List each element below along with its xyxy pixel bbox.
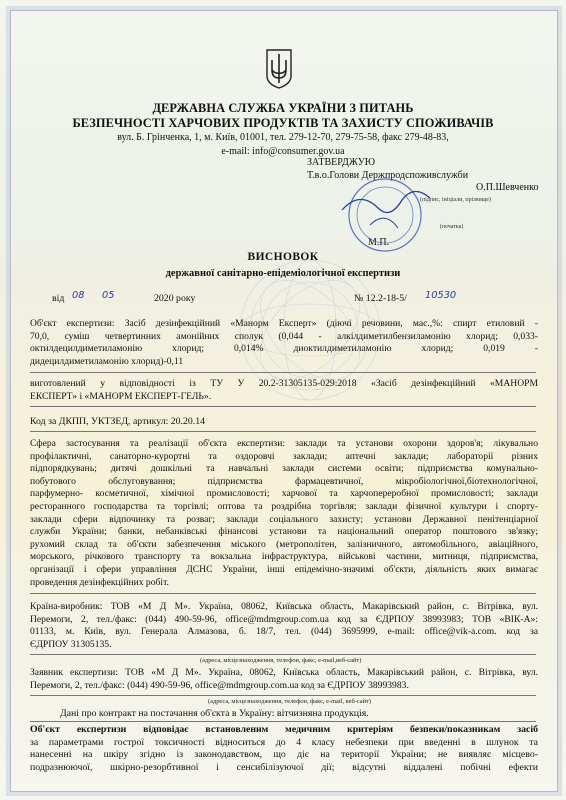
approver-position: Т.в.о.Голови Держпродспоживслужби — [307, 170, 469, 181]
approver-name: О.П.Шевченко — [476, 182, 539, 193]
scope-line: служби України; банки, небанківські фінансові установи та національний оператор поштового зв'язку; — [30, 526, 538, 538]
approved-label: ЗАТВЕРДЖУЮ — [307, 157, 376, 168]
date-day: 08 — [72, 290, 85, 301]
applicant-line: Заявник експертизи: ТОВ «М Д М». Україна, 08062, Київська область, Макарівський район, с. Вітрівка, вул. — [30, 667, 538, 678]
conclusion-line: за параметрами гострої токсичності відноситься до 4 класу небезпеки при введенні в шлунок та — [30, 736, 538, 748]
agency-email: e-mail: info@consumer.gov.ua — [221, 146, 345, 157]
divider — [30, 431, 536, 432]
date-month: 05 — [102, 290, 115, 301]
applicant-caption: (адреса, місцезнаходження, телефон, факс, e-mail, веб-сайт) — [208, 698, 371, 705]
product-code: Код за ДКПП, УКТЗЕД, артикул: 20.20.14 — [30, 416, 206, 427]
scope-line: побутового обслуговування; підприємства фармацевтичної, мікробіологічної,біотехнологічної, — [30, 475, 538, 487]
expertise-applicant — [30, 667, 538, 692]
divider — [30, 654, 536, 655]
object-line: 70,0, суміш четвертинних амонійних сполук (0,044 - алкілдиметилбензиламонію хлорид; 0,033- — [30, 330, 538, 342]
object-line: Об'єкт експертизи: Засіб дезінфекційний «Манорм Експерт» (діючі речовини, мас.,%: спирт етиловий - — [30, 318, 538, 329]
divider — [30, 695, 536, 696]
conclusion-number-handwritten: 10530 — [425, 290, 457, 301]
scope-line: рухомий склад та об'єкти забезпечення міського (метрополітен, залізничного, автомобільного, авіаційного, — [30, 538, 538, 550]
scope-line: ресторанного господарства та торгівлі; оптова та роздрібна торгівля; заклади фізичної культури і спорту- — [30, 500, 538, 512]
conclusion-line: подразнюючої, шкірно-резорбтивної і сенсибілізуючої дії; відсутні віддалені побічні ефекти — [30, 761, 538, 773]
applicant-line: Перемоги, 2, тел./факс: (044) 490-59-96, office@mdmgroup.com.ua код за ЄДРПОУ 38993983. — [30, 679, 409, 691]
producer-line: Перемоги, 2, тел./факс: (044) 490-59-96, office@mdmgroup.com.ua код за ЄДРПОУ 38993983; ТОВ «ВІК-А»: — [30, 613, 538, 625]
contract-info: Дані про контракт на постачання об'єкта в Україну: вітчизняна продукція. — [60, 708, 369, 719]
scope-of-application — [30, 438, 538, 589]
trident-emblem-icon — [264, 48, 294, 90]
agency-address: вул. Б. Грінченка, 1, м. Київ, 01001, тел. 279-12-70, 279-75-58, факс 279-48-83, — [117, 132, 449, 143]
producer-line: Країна-виробник: ТОВ «М Д М». Україна, 08062, Київська область, Макарівський район, с. Вітрівка, вул. — [30, 601, 538, 612]
manufactured-according — [30, 378, 538, 403]
made-line: виготовлений у відповідності із ТУ У 20.2-31305135-029:2018 «Засіб дезінфекційний «МАНОРМ — [30, 378, 538, 389]
object-line: дидецилдиметиламонію хлорид)-0,11 — [30, 355, 184, 367]
scope-line: морського, річкового транспорту та вокзальна інфраструктура, військові частини, митниця, підприємства, — [30, 551, 538, 563]
date-prefix: від — [52, 293, 65, 304]
divider — [30, 406, 536, 407]
producer-line: ЄДРПОУ 31305135. — [30, 638, 112, 650]
divider — [30, 372, 536, 373]
scope-line: організації і сфери управління ДСНС України, інші епідемічно-значимі об'єкти, діяльність яких вимагає — [30, 563, 538, 575]
conclusion-number: № 12.2-18-5/ — [354, 293, 407, 304]
conclusion-line: нанесенні на шкіру згідно із законодавством, що діє на території України; не виявляє місцево- — [30, 749, 538, 761]
producer-country — [30, 601, 538, 651]
sign-caption: (підпис, ініціали, прізвище) — [420, 197, 491, 203]
date-year: 2020 року — [154, 293, 196, 304]
object-of-expertise — [30, 318, 538, 368]
document-subtitle: державної санітарно-епідеміологічної експертизи — [165, 268, 401, 279]
made-line: ЕКСПЕРТ» і «МАНОРМ ЕКСПЕРТ-ГЕЛЬ». — [30, 390, 212, 402]
conclusion-line: Об'єкт експертизи відповідає встановленим медичним критеріям безпеки/показникам засіб — [30, 724, 538, 735]
scope-line: Сфера застосування та реалізації об'єкта експертизи: заклади та установи охорони здоров'я; лікувально — [30, 438, 538, 449]
scope-line: заклади сфери відпочинку та розваг; заклади соціального захисту; установи Державної пенітенціарної — [30, 513, 538, 525]
expertise-conclusion — [30, 724, 538, 774]
producer-line: 01133, м. Київ, вул. Генерала Алмазова, б. 18/7, тел. (044) 3695999, e-mail: office@vik-a.com. код за — [30, 626, 538, 638]
object-line: октилдецилдиметиламонію хлорид; 0,014% диоктилдиметиламонію хлорид; 0,019 - — [30, 343, 538, 355]
divider — [30, 593, 536, 594]
producer-caption: (адреса, місцезнаходження, телефон, факс, e-mail,веб-сайт) — [200, 657, 362, 664]
divider — [30, 721, 536, 722]
scope-line: профілактичні, санаторно-курортні та оздоровчі заклади; аптечні заклади; лабораторії різних — [30, 450, 538, 462]
scope-line: проведення дезінфекційних робіт. — [30, 576, 169, 588]
official-seal-stamp-icon — [330, 170, 440, 260]
document-title: ВИСНОВОК — [247, 251, 319, 263]
agency-name-line2: БЕЗПЕЧНОСТІ ХАРЧОВИХ ПРОДУКТІВ ТА ЗАХИСТУ СПОЖИВАЧІВ — [72, 116, 494, 130]
scope-line: підпорядкувань; дитячі дошкільні та навчальні заклади системи освіти; підприємства комунально- — [30, 463, 538, 475]
agency-name-line1: ДЕРЖАВНА СЛУЖБА УКРАЇНИ З ПИТАНЬ — [152, 101, 414, 115]
seal-caption: (печатка) — [440, 224, 464, 230]
scope-line: парфумерно- косметичної, хімічної промисловості; харчової та харчопереробної промисловості; заклади — [30, 488, 538, 500]
seal-place-label: М.П. — [368, 237, 390, 248]
